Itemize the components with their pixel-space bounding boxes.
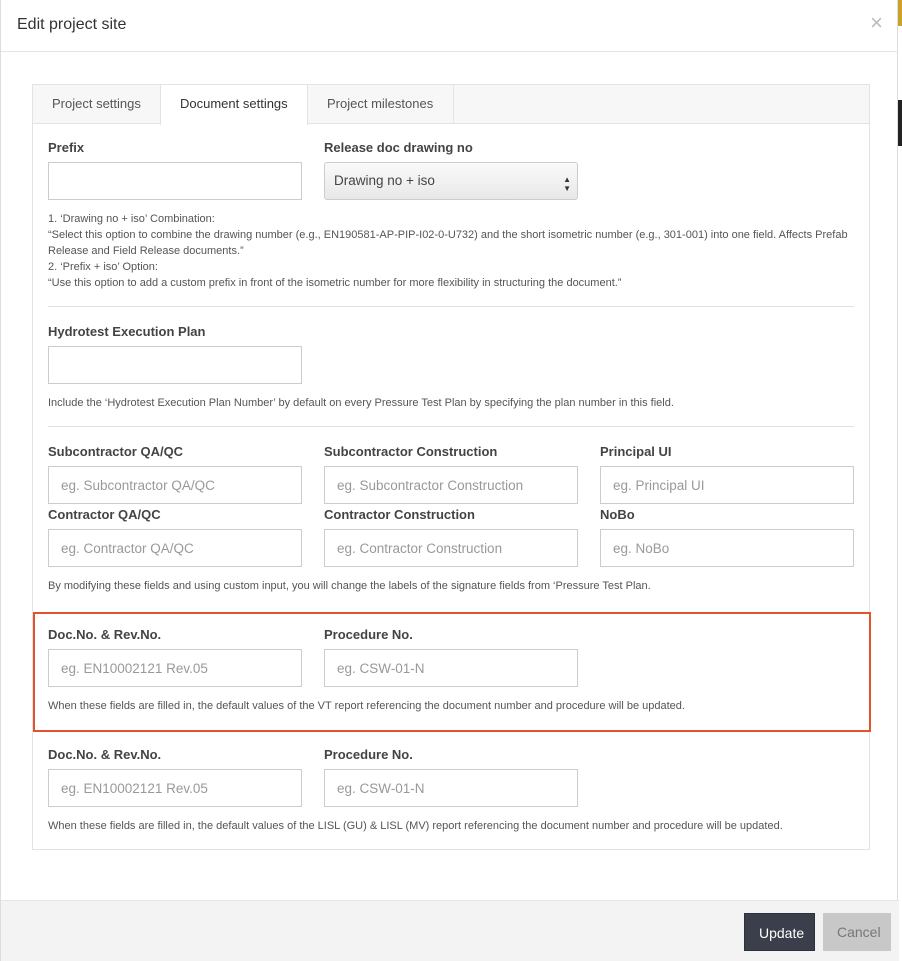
vt-report-help: When these fields are filled in, the default values of the VT report referencing the document number and procedure will be updated. <box>48 700 685 712</box>
contractor-construction-input[interactable] <box>324 529 578 567</box>
release-doc-selected-value: Drawing no + iso <box>334 173 435 188</box>
lisl-report-help: When these fields are filled in, the default values of the LISL (GU) & LISL (MV) report referencing the document number and procedure will be updated. <box>48 820 783 832</box>
release-doc-select[interactable] <box>324 162 578 200</box>
prefix-label: Prefix <box>48 140 85 155</box>
subcontractor-construction-input[interactable] <box>324 466 578 504</box>
background-strip <box>898 100 902 146</box>
close-icon[interactable]: × <box>870 10 883 35</box>
prefix-input[interactable] <box>48 162 302 200</box>
signatures-help: By modifying these fields and using custom input, you will change the labels of the signature fields from ‘Pressure Test Plan. <box>48 580 651 592</box>
subcontractor-construction-label: Subcontractor Construction <box>324 444 498 459</box>
help-line: “Use this option to add a custom prefix in front of the isometric number for more flexibility in structuring the document.” <box>48 277 622 289</box>
contractor-qaqc-input[interactable] <box>48 529 302 567</box>
tab-project-milestones[interactable]: Project milestones <box>308 85 454 124</box>
modal-title: Edit project site <box>17 16 127 33</box>
update-button[interactable]: Update <box>744 913 815 951</box>
release-doc-label: Release doc drawing no <box>324 140 473 155</box>
principal-ui-input[interactable] <box>600 466 854 504</box>
help-line: 2. ‘Prefix + iso’ Option: <box>48 261 158 273</box>
help-line: 1. ‘Drawing no + iso’ Combination: <box>48 213 215 225</box>
divider <box>48 426 854 427</box>
help-line: “Select this option to combine the drawing number (e.g., EN190581-AP-PIP-I02-0-U732) and the short isometric number (e.g., 301-001) into one field. Affects Prefab Release and Field Release documents.” <box>48 229 848 257</box>
subcontractor-qaqc-input[interactable] <box>48 466 302 504</box>
modal-header <box>1 0 897 52</box>
tab-project-settings[interactable]: Project settings <box>33 85 161 124</box>
contractor-qaqc-label: Contractor QA/QC <box>48 507 161 522</box>
lisl-doc-rev-label: Doc.No. & Rev.No. <box>48 747 162 762</box>
tab-document-settings[interactable]: Document settings <box>160 85 308 125</box>
hydrotest-help: Include the ‘Hydrotest Execution Plan Number’ by default on every Pressure Test Plan by specifying the plan number in this field. <box>48 397 674 409</box>
select-arrows-icon: ▲ ▼ <box>563 175 571 193</box>
tab-bar <box>33 85 869 124</box>
modal-footer <box>1 900 899 961</box>
subcontractor-qaqc-label: Subcontractor QA/QC <box>48 444 184 459</box>
release-doc-help <box>48 211 854 291</box>
cancel-button[interactable]: Cancel <box>823 913 891 951</box>
contractor-construction-label: Contractor Construction <box>324 507 475 522</box>
vt-procedure-input[interactable] <box>324 649 578 687</box>
background-strip <box>898 0 902 26</box>
lisl-procedure-input[interactable] <box>324 769 578 807</box>
nobo-input[interactable] <box>600 529 854 567</box>
hydrotest-input[interactable] <box>48 346 302 384</box>
hydrotest-label: Hydrotest Execution Plan <box>48 324 206 339</box>
lisl-doc-rev-input[interactable] <box>48 769 302 807</box>
divider <box>48 306 854 307</box>
vt-doc-rev-input[interactable] <box>48 649 302 687</box>
vt-doc-rev-label: Doc.No. & Rev.No. <box>48 627 162 642</box>
principal-ui-label: Principal UI <box>600 444 672 459</box>
nobo-label: NoBo <box>600 507 635 522</box>
vt-procedure-label: Procedure No. <box>324 627 413 642</box>
lisl-procedure-label: Procedure No. <box>324 747 413 762</box>
